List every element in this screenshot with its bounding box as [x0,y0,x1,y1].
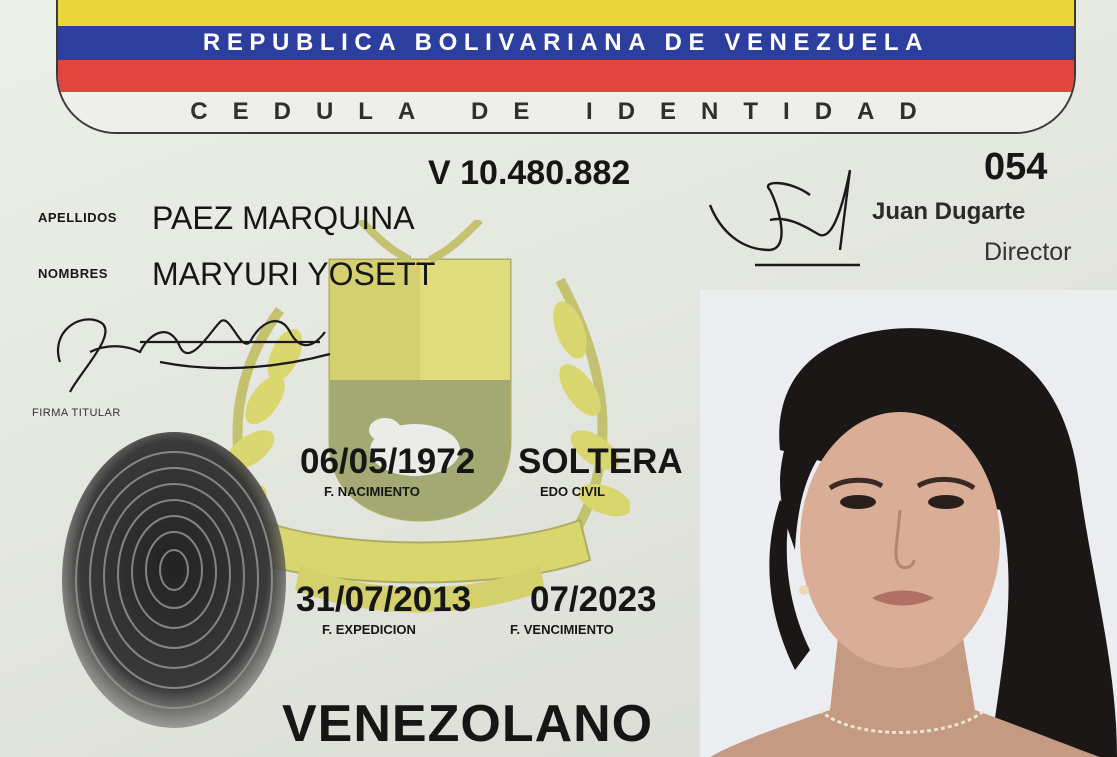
birth-date-label: F. NACIMIENTO [324,484,420,499]
director-signature [700,160,870,280]
civil-status: SOLTERA [518,442,683,481]
flag-band-red [58,60,1074,92]
expiry-date: 07/2023 [530,580,657,619]
country-name: REPUBLICA BOLIVARIANA DE VENEZUELA [202,29,930,56]
names-value: MARYURI YOSETT [152,256,436,292]
flag-banner [56,0,1076,134]
director-title: Director [984,238,1072,266]
names-label: NOMBRES [38,266,108,281]
issue-date: 31/07/2013 [296,580,472,619]
signature-label: FIRMA TITULAR [32,407,121,419]
surnames-value: PAEZ MARQUINA [152,200,415,236]
birth-date: 06/05/1972 [300,442,476,481]
holder-signature [40,292,340,402]
issue-date-label: F. EXPEDICION [322,622,416,637]
id-number: V 10.480.882 [428,154,631,192]
civil-status-label: EDO CIVIL [540,484,606,499]
holder-photo [700,290,1117,757]
fingerprint [54,430,294,740]
surnames-label: APELLIDOS [38,210,117,225]
serial-number: 054 [984,146,1048,188]
director-name: Juan Dugarte [872,198,1026,225]
document-title: CEDULA DE IDENTIDAD [190,98,942,125]
nationality: VENEZOLANO [282,695,654,753]
flag-band-yellow [58,0,1074,26]
expiry-date-label: F. VENCIMIENTO [510,622,614,637]
